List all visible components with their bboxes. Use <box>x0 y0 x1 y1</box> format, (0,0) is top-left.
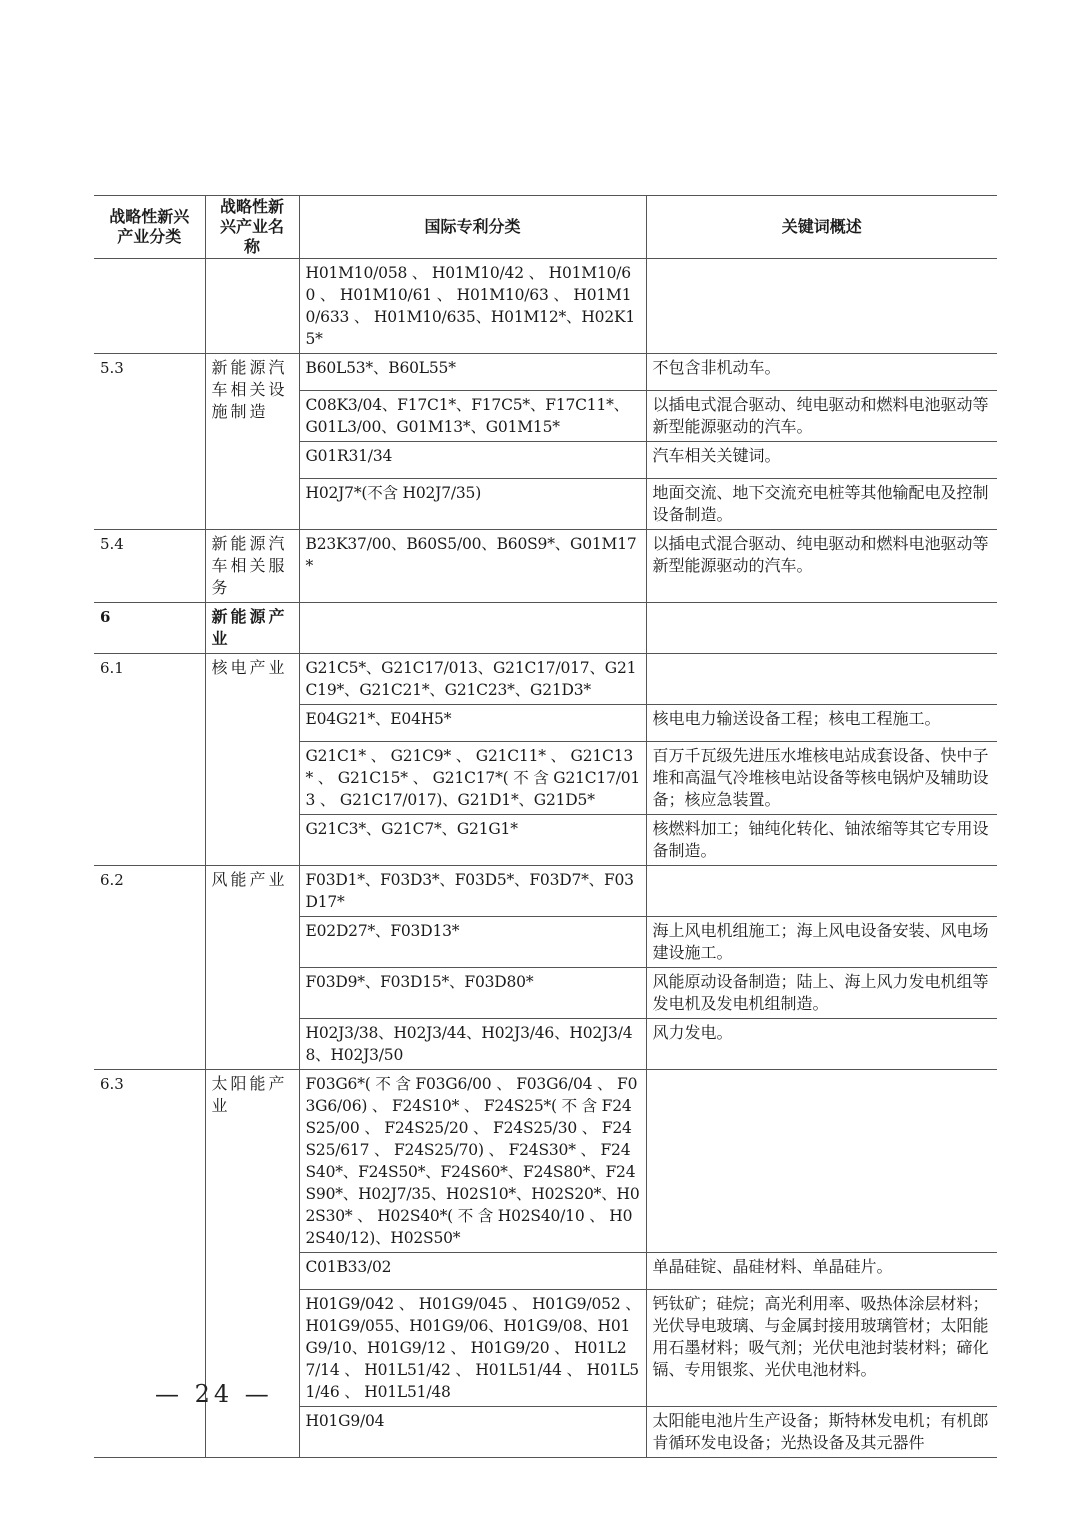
ipc-cell: B23K37/00、B60S5/00、B60S9*、G01M17* <box>299 530 646 603</box>
ipc-cell: F03D9*、F03D15*、F03D80* <box>299 968 646 1019</box>
header-name: 战略性新兴产业名称 <box>205 196 299 259</box>
ipc-cell: G21C5*、G21C17/013、G21C17/017、G21C19*、G21C21*、G21C23*、G21D3* <box>299 654 646 705</box>
page-number: — 24 — <box>155 1380 273 1408</box>
ipc-cell: B60L53*、B60L55* <box>299 354 646 391</box>
keyword-cell: 核燃料加工；铀纯化转化、铀浓缩等其它专用设备制造。 <box>646 815 997 866</box>
category-cell: 6.1 <box>94 654 205 866</box>
keyword-cell <box>646 603 997 654</box>
ipc-cell: G21C1* 、 G21C9* 、 G21C11* 、 G21C13* 、 G21C15* 、 G21C17*( 不 含 G21C17/013 、 G21C17/017)、G21D1*、G21D5* <box>299 742 646 815</box>
table-row <box>94 259 997 354</box>
keyword-cell: 不包含非机动车。 <box>646 354 997 391</box>
table-row <box>94 654 997 705</box>
category-cell: 5.3 <box>94 354 205 530</box>
ipc-cell <box>299 603 646 654</box>
keyword-cell: 风力发电。 <box>646 1019 997 1070</box>
name-cell: 新能源产业 <box>205 603 299 654</box>
name-cell: 太阳能产业 <box>205 1070 299 1458</box>
ipc-classification-table <box>94 195 997 1458</box>
name-cell <box>205 259 299 354</box>
ipc-cell: H02J7*(不含 H02J7/35) <box>299 479 646 530</box>
keyword-cell: 以插电式混合驱动、纯电驱动和燃料电池驱动等新型能源驱动的汽车。 <box>646 530 997 603</box>
category-cell: 6.2 <box>94 866 205 1070</box>
header-ipc: 国际专利分类 <box>299 196 646 259</box>
table-row <box>94 603 997 654</box>
table-row <box>94 530 997 603</box>
ipc-cell: H02J3/38、H02J3/44、H02J3/46、H02J3/48、H02J3/50 <box>299 1019 646 1070</box>
ipc-cell: G21C3*、G21C7*、G21G1* <box>299 815 646 866</box>
keyword-cell: 单晶硅锭、晶硅材料、单晶硅片。 <box>646 1253 997 1290</box>
ipc-cell: H01M10/058 、 H01M10/42 、 H01M10/60 、 H01M10/61 、 H01M10/63 、 H01M10/633 、 H01M10/635、H01M12*、H02K15* <box>299 259 646 354</box>
keyword-cell <box>646 654 997 705</box>
ipc-cell: F03D1*、F03D3*、F03D5*、F03D7*、F03D17* <box>299 866 646 917</box>
name-cell: 新能源汽车相关设施制造 <box>205 354 299 530</box>
name-cell: 核电产业 <box>205 654 299 866</box>
keyword-cell: 汽车相关关键词。 <box>646 442 997 479</box>
keyword-cell <box>646 259 997 354</box>
keyword-cell: 钙钛矿；硅烷；高光利用率、吸热体涂层材料；光伏导电玻璃、与金属封接用玻璃管材；太阳能用石墨材料；吸气剂；光伏电池封装材料；碲化镉、专用银浆、光伏电池材料。 <box>646 1290 997 1407</box>
category-cell: 6.3 <box>94 1070 205 1458</box>
category-cell <box>94 259 205 354</box>
keyword-cell: 风能原动设备制造；陆上、海上风力发电机组等发电机及发电机组制造。 <box>646 968 997 1019</box>
table-header-row <box>94 196 997 259</box>
ipc-cell: H01G9/04 <box>299 1407 646 1458</box>
table-row <box>94 866 997 917</box>
keyword-cell <box>646 1070 997 1253</box>
keyword-cell: 海上风电机组施工；海上风电设备安装、风电场建设施工。 <box>646 917 997 968</box>
ipc-cell: G01R31/34 <box>299 442 646 479</box>
ipc-cell: E02D27*、F03D13* <box>299 917 646 968</box>
table-row <box>94 1070 997 1253</box>
keyword-cell: 地面交流、地下交流充电桩等其他输配电及控制设备制造。 <box>646 479 997 530</box>
header-category: 战略性新兴产业分类 <box>94 196 205 259</box>
ipc-cell: E04G21*、E04H5* <box>299 705 646 742</box>
ipc-cell: C01B33/02 <box>299 1253 646 1290</box>
keyword-cell <box>646 866 997 917</box>
name-cell: 新能源汽车相关服务 <box>205 530 299 603</box>
keyword-cell: 以插电式混合驱动、纯电驱动和燃料电池驱动等新型能源驱动的汽车。 <box>646 391 997 442</box>
header-keywords: 关键词概述 <box>646 196 997 259</box>
name-cell: 风能产业 <box>205 866 299 1070</box>
keyword-cell: 核电电力输送设备工程；核电工程施工。 <box>646 705 997 742</box>
keyword-cell: 太阳能电池片生产设备；斯特林发电机；有机郎肯循环发电设备；光热设备及其元器件 <box>646 1407 997 1458</box>
table <box>94 195 997 1458</box>
ipc-cell: H01G9/042 、 H01G9/045 、 H01G9/052 、 H01G9/055、H01G9/06、H01G9/08、H01G9/10、H01G9/12 、 H01G9/20 、 H01L27/14 、 H01L51/42 、 H01L51/44 、 H01L51/46 、 H01L51/48 <box>299 1290 646 1407</box>
ipc-cell: F03G6*( 不 含 F03G6/00 、 F03G6/04 、 F03G6/06) 、 F24S10* 、 F24S25*( 不 含 F24S25/00 、 F24S25/20 、 F24S25/30 、 F24S25/617 、 F24S25/70) 、 F24S30* 、 F24S40*、F24S50*、F24S60*、F24S80*、F24S90*、H02J7/35、H02S10*、H02S20*、H02S30* 、 H02S40*( 不 含 H02S40/10 、 H02S40/12)、H02S50* <box>299 1070 646 1253</box>
category-cell: 6 <box>94 603 205 654</box>
category-cell: 5.4 <box>94 530 205 603</box>
ipc-cell: C08K3/04、F17C1*、F17C5*、F17C11*、G01L3/00、G01M13*、G01M15* <box>299 391 646 442</box>
table-row <box>94 354 997 391</box>
keyword-cell: 百万千瓦级先进压水堆核电站成套设备、快中子堆和高温气冷堆核电站设备等核电锅炉及辅助设备；核应急装置。 <box>646 742 997 815</box>
